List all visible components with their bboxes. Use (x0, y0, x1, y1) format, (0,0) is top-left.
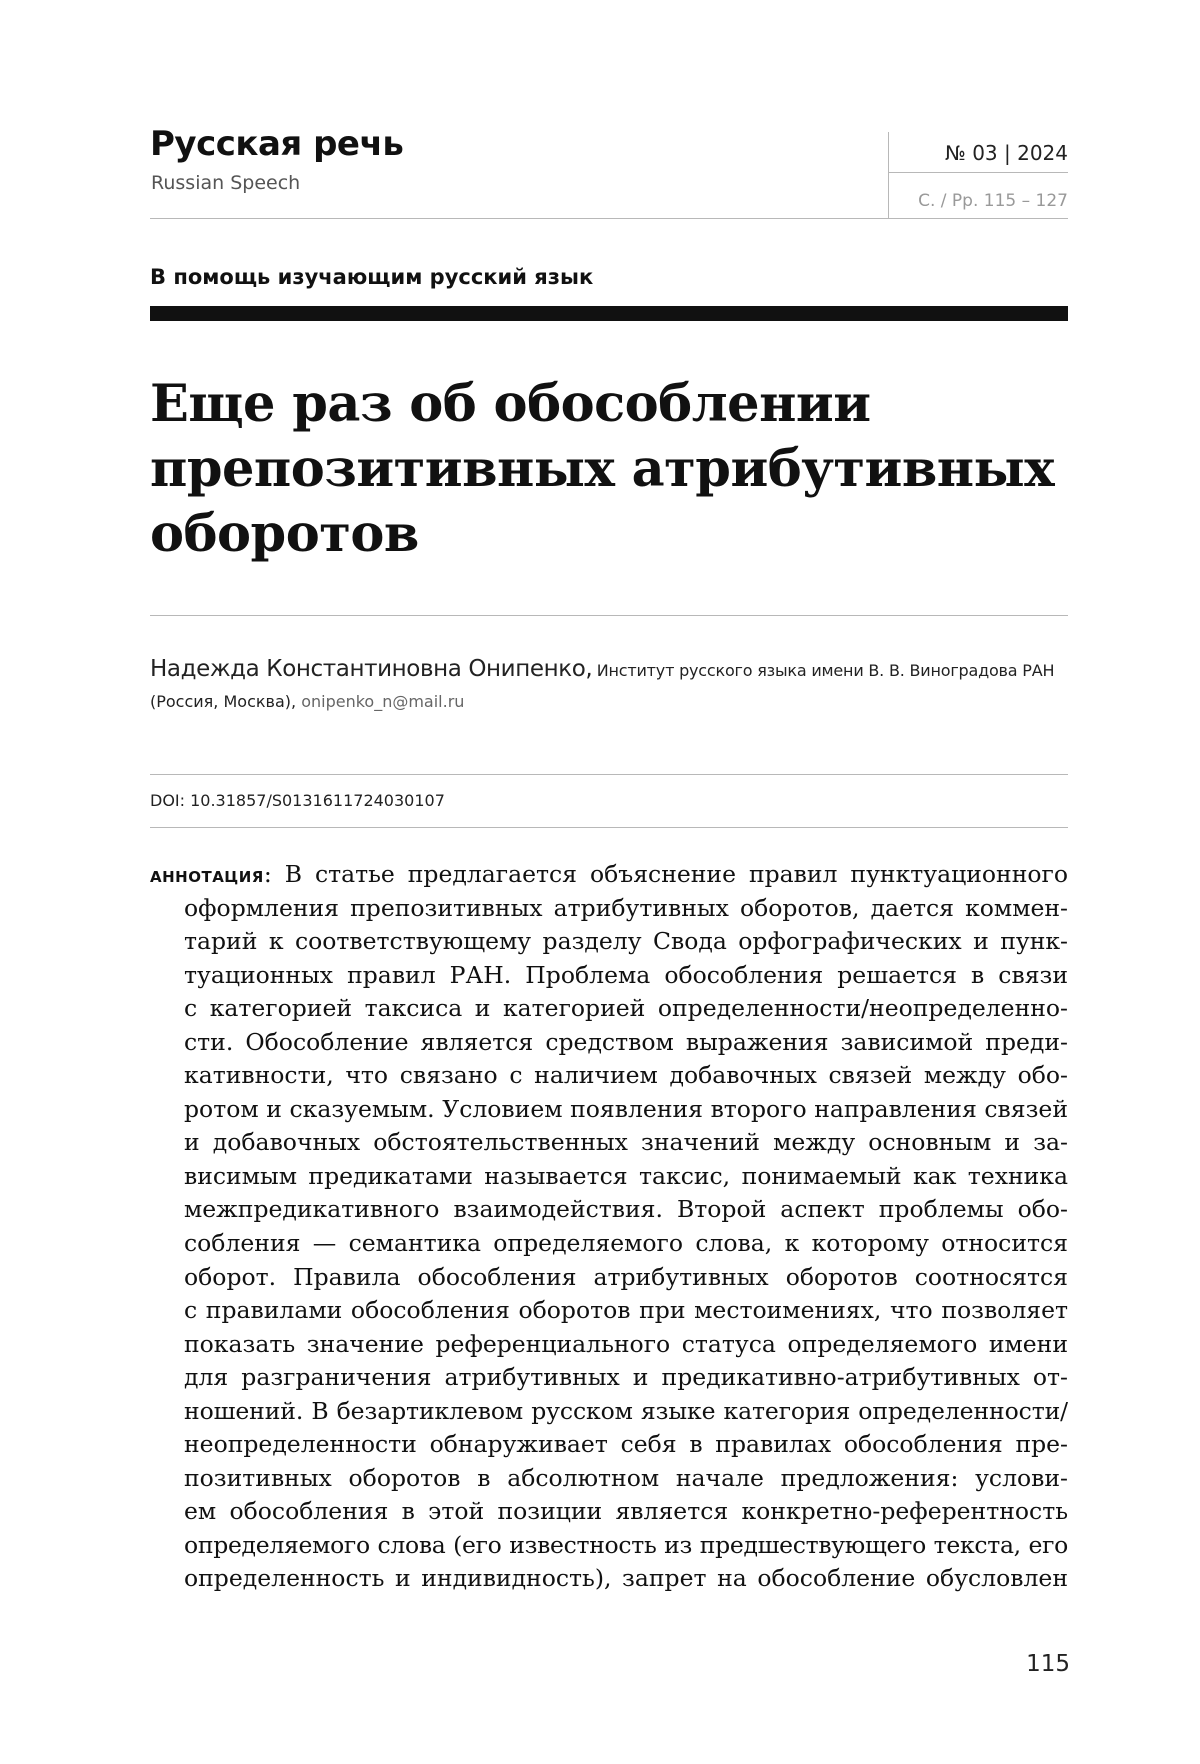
author-location-line (150, 692, 464, 711)
title-line: оборотов (150, 504, 419, 564)
author-email-link[interactable]: onipenko_n@mail.ru (301, 692, 465, 711)
abstract-line: туационных правил РАН. Проблема обособления решается в связи (184, 960, 1068, 989)
author-divider (150, 774, 1068, 775)
abstract-line: позитивных оборотов в абсолютном начале предложения: услови- (184, 1463, 1068, 1492)
abstract-line: и добавочных обстоятельственных значений между основным и за- (184, 1128, 1068, 1157)
doi-divider (150, 827, 1068, 828)
title-line: препозитивных атрибутивных (150, 439, 1055, 499)
abstract-label: АННОТАЦИЯ (150, 868, 264, 886)
abstract-line: собления — семантика определяемого слова, к которому относится (184, 1229, 1068, 1258)
page-range: С. / Pp. 115 – 127 (918, 191, 1068, 211)
section-label: В помощь изучающим русский язык (150, 265, 594, 289)
journal-subtitle: Russian Speech (151, 172, 301, 194)
doi: DOI: 10.31857/S0131611724030107 (150, 791, 445, 810)
abstract-label-colon: : (263, 860, 272, 888)
abstract-line: сти. Обособление является средством выражения зависимой преди- (184, 1027, 1068, 1056)
header-divider-vertical (888, 132, 889, 218)
abstract-line: межпредикативного взаимодействия. Второй аспект проблемы обо- (184, 1195, 1068, 1224)
abstract-line: с категорией таксиса и категорией определенности/неопределенно- (184, 994, 1068, 1023)
section-bar (150, 306, 1068, 321)
abstract-line: с правилами обособления оборотов при местоимениях, что позволяет (184, 1296, 1068, 1325)
header-divider (150, 218, 1068, 219)
author-separator: , (585, 656, 593, 682)
abstract-line: кативности, что связано с наличием добавочных связей между обо- (184, 1061, 1068, 1090)
header-divider-short (888, 172, 1068, 173)
page-number: 115 (1026, 1651, 1070, 1677)
abstract-line: для разграничения атрибутивных и предикативно-атрибутивных от- (184, 1363, 1068, 1392)
abstract-line: определяемого слова (его известность из предшествующего текста, его (184, 1530, 1068, 1559)
abstract-line: неопределенности обнаруживает себя в правилах обособления пре- (184, 1430, 1068, 1459)
abstract-line (150, 858, 1068, 892)
abstract-line: ротом и сказуемым. Условием появления второго направления связей (184, 1094, 1068, 1123)
issue-number: № 03 | 2024 (945, 141, 1068, 165)
abstract-line: определенность и индивидность), запрет на обособление обусловлен (184, 1564, 1068, 1593)
article-title (150, 372, 1068, 567)
abstract-line-text: В статье предлагается объяснение правил пунктуационного (284, 860, 1068, 888)
journal-title: Русская речь (150, 124, 404, 164)
abstract-line: ем обособления в этой позиции является конкретно-референтность (184, 1497, 1068, 1526)
abstract-line: ношений. В безартиклевом русском языке категория определенности/ (184, 1396, 1068, 1425)
author-info (150, 656, 1054, 682)
author-name: Надежда Константиновна Онипенко (150, 656, 586, 682)
title-divider (150, 615, 1068, 616)
abstract-line: висимым предикатами называется таксис, понимаемый как техника (184, 1161, 1068, 1190)
abstract-line: оборот. Правила обособления атрибутивных оборотов соотносятся (184, 1262, 1068, 1291)
title-line: Еще раз об обособлении (150, 374, 871, 434)
author-location: (Россия, Москва), (150, 692, 297, 711)
abstract-line: показать значение референциального статуса определяемого имени (184, 1329, 1068, 1358)
abstract-line: оформления препозитивных атрибутивных оборотов, дается коммен- (184, 893, 1068, 922)
abstract (150, 858, 1068, 1596)
author-affiliation: Институт русского языка имени В. В. Виноградова РАН (596, 661, 1055, 680)
abstract-line: тарий к соответствующему разделу Свода орфографических и пунк- (184, 927, 1068, 956)
